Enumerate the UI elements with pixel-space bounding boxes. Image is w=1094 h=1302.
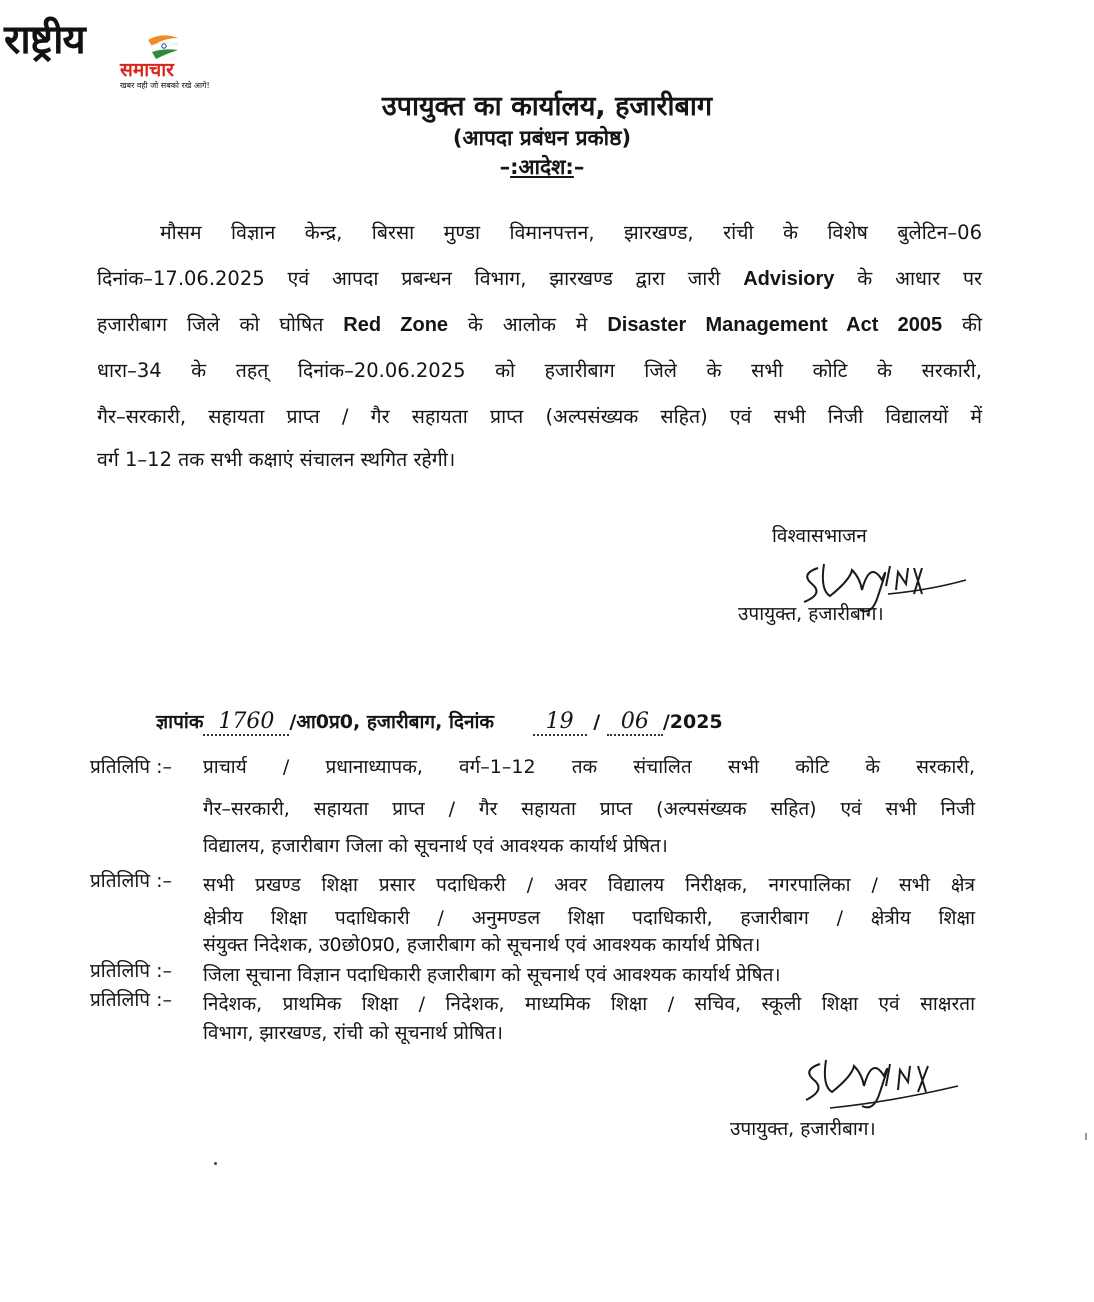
order-line-3: हजारीबाग जिले को घोषित Red Zone के आलोक मे Disaster Management Act 2005 की	[97, 313, 983, 336]
scan-edge-mark	[1085, 1133, 1087, 1140]
copy-2-label: प्रतिलिपि :–	[90, 870, 173, 892]
scan-dot	[214, 1162, 217, 1165]
copy-2-line-3: संयुक्त निदेशक, उ0छो0प्र0, हजारीबाग को सूचनार्थ एवं आवश्यक कार्यार्थ प्रेषित।	[203, 934, 761, 956]
memo-year: /2025	[662, 711, 723, 733]
copy-3-label: प्रतिलिपि :–	[90, 960, 173, 982]
copy-1-label: प्रतिलिपि :–	[90, 756, 173, 778]
order-line-6: वर्ग 1–12 तक सभी कक्षाएं संचालन स्थगित रहेगी।	[97, 448, 456, 471]
logo-subtitle: समाचार	[120, 59, 174, 81]
order-heading: –:आदेश:–	[499, 155, 585, 179]
logo-name: राष्ट्रीय	[4, 16, 85, 63]
copy-2-line-2: क्षेत्रीय शिक्षा पदाधिकारी / अनुमण्डल शिक्षा पदाधिकारी, हजारीबाग / क्षेत्रीय शिक्षा	[203, 907, 975, 929]
memo-number: 1760	[203, 709, 289, 736]
order-line-5: गैर–सरकारी, सहायता प्राप्त / गैर सहायता प्राप्त (अल्पसंख्यक सहित) एवं सभी निजी विद्यालयों में	[97, 405, 982, 428]
final-handwritten-signature	[790, 1042, 980, 1122]
memo-dept: /आ0प्र0, हजारीबाग, दिनांक	[289, 711, 495, 733]
copy-1-line-3: विद्यालय, हजारीबाग जिला को सूचनार्थ एवं आवश्यक कार्यार्थ प्रेषित।	[203, 835, 668, 857]
copy-4-label: प्रतिलिपि :–	[90, 989, 173, 1011]
order-line-2: दिनांक–17.06.2025 एवं आपदा प्रबन्धन विभाग, झारखण्ड द्वारा जारी Advisiory के आधार पर	[97, 267, 982, 290]
memo-day: 19	[533, 709, 587, 736]
memo-label: ज्ञापांक	[156, 711, 204, 733]
office-title: उपायुक्त का कार्यालय, हजारीबाग	[381, 91, 713, 122]
copy-2-line-1: सभी प्रखण्ड शिक्षा प्रसार पदाधिकरी / अवर विद्यालय निरीक्षक, नगरपालिका / सभी क्षेत्र	[203, 874, 975, 896]
newspaper-logo	[4, 10, 224, 94]
logo-tagline: खबर वही जो सबको रखे आगे!	[120, 81, 210, 90]
copy-3-line-1: जिला सूचाना विज्ञान पदाधिकारी हजारीबाग को सूचनार्थ एवं आवश्यक कार्यार्थ प्रेषित।	[203, 964, 781, 986]
closing-designation: उपायुक्त, हजारीबाग।	[738, 603, 884, 625]
memo-line: ज्ञापांक 1760 /आ0प्र0, हजारीबाग, दिनांक 19 / 06 /2025	[156, 709, 723, 734]
order-line-4: धारा–34 के तहत् दिनांक–20.06.2025 को हजारीबाग जिले के सभी कोटि के सरकारी,	[97, 359, 982, 382]
copy-1-line-2: गैर–सरकारी, सहायता प्राप्त / गैर सहायता प्राप्त (अल्पसंख्यक सहित) एवं सभी निजी	[203, 798, 975, 820]
copy-4-line-1: निदेशक, प्राथमिक शिक्षा / निदेशक, माध्यमिक शिक्षा / सचिव, स्कूली शिक्षा एवं साक्षरता	[203, 993, 975, 1015]
closing-yours: विश्वासभाजन	[772, 525, 867, 547]
final-designation: उपायुक्त, हजारीबाग।	[730, 1118, 876, 1140]
cell-subtitle: (आपदा प्रबंधन प्रकोष्ठ)	[452, 126, 632, 150]
copy-4-line-2: विभाग, झारखण्ड, रांची को सूचनार्थ प्रोषित।	[203, 1022, 503, 1044]
memo-month: 06	[607, 709, 663, 736]
copy-1-line-1: प्राचार्य / प्रधानाध्यापक, वर्ग–1–12 तक संचालित सभी कोटि के सरकारी,	[203, 756, 975, 778]
order-line-1: मौसम विज्ञान केन्द्र, बिरसा मुण्डा विमानपत्तन, झारखण्ड, रांची के विशेष बुलेटिन–06	[160, 221, 982, 244]
